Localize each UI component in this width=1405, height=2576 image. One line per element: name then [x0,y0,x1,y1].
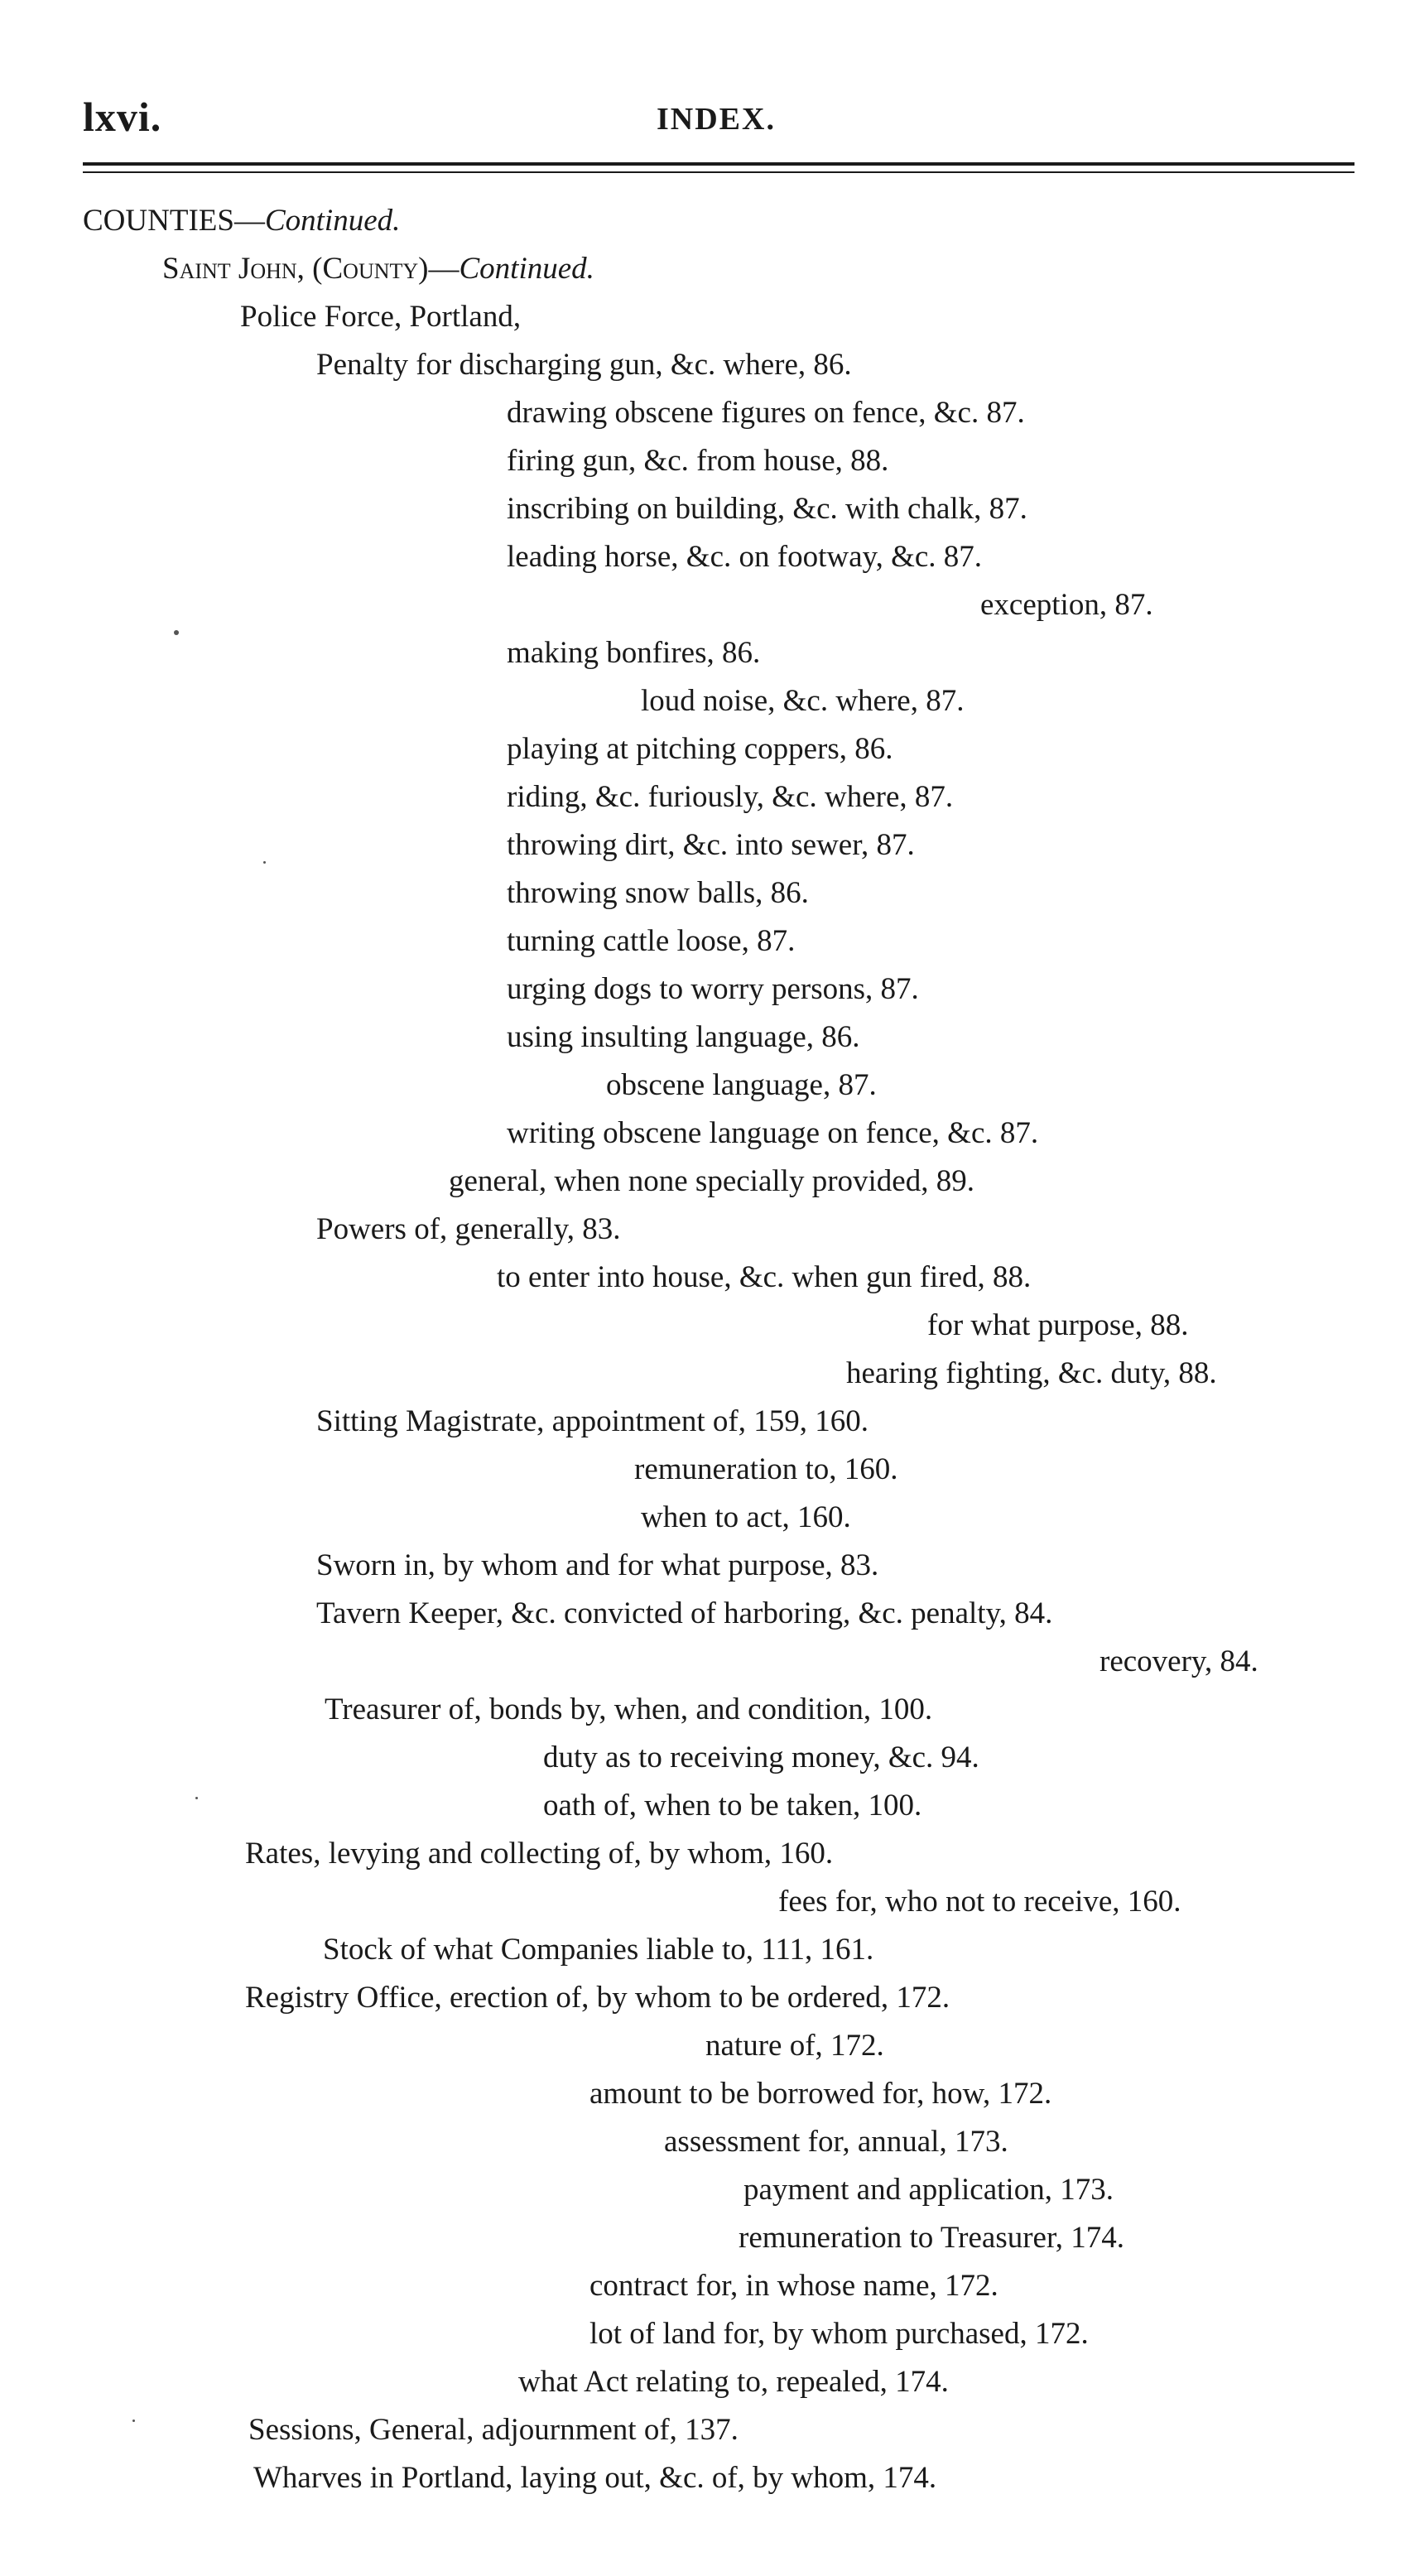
index-entry: obscene language, 87. [606,1068,877,1102]
index-entry: Registry Office, erection of, by whom to be ordered, 172. [245,1981,950,2015]
index-entry: Sessions, General, adjournment of, 137. [248,2413,739,2447]
index-entry: Police Force, Portland, [240,300,522,334]
index-entry: duty as to receiving money, &c. 94. [543,1741,979,1774]
index-entry: Sworn in, by whom and for what purpose, 83. [316,1548,879,1582]
index-entry: making bonfires, 86. [507,636,761,670]
index-entry: what Act relating to, repealed, 174. [518,2365,949,2399]
running-head: INDEX. [657,102,776,137]
index-entry: when to act, 160. [641,1500,851,1534]
index-entry: recovery, 84. [1099,1644,1258,1678]
index-entry: contract for, in whose name, 172. [589,2269,998,2303]
index-entry: playing at pitching coppers, 86. [507,732,893,766]
index-entry: throwing snow balls, 86. [507,876,809,910]
ink-speck [263,861,266,864]
index-entry: lot of land for, by whom purchased, 172. [589,2317,1089,2351]
index-entry: exception, 87. [980,588,1153,622]
index-entry: payment and application, 173. [743,2173,1114,2207]
index-entry: Wharves in Portland, laying out, &c. of, by whom, 174. [253,2461,937,2495]
index-entry: oath of, when to be taken, 100. [543,1789,922,1822]
index-entry: to enter into house, &c. when gun fired, 88. [497,1260,1032,1294]
ink-speck [132,2420,135,2422]
index-entry: firing gun, &c. from house, 88. [507,444,889,478]
index-entry: riding, &c. furiously, &c. where, 87. [507,780,954,814]
header-rule-thin [83,171,1354,173]
index-entry: Tavern Keeper, &c. convicted of harboring, &c. penalty, 84. [316,1596,1053,1630]
index-entry: loud noise, &c. where, 87. [641,684,965,718]
heading-counties-continued: COUNTIES—Continued. [83,204,401,238]
ink-speck [174,630,179,635]
index-entry: Sitting Magistrate, appointment of, 159, 160. [316,1404,869,1438]
index-entry: throwing dirt, &c. into sewer, 87. [507,828,915,862]
index-entry: fees for, who not to receive, 160. [778,1885,1181,1919]
index-entry: using insulting language, 86. [507,1020,860,1054]
index-entry: hearing fighting, &c. duty, 88. [846,1356,1217,1390]
index-entry: assessment for, annual, 173. [664,2125,1008,2159]
index-entry: remuneration to, 160. [634,1452,898,1486]
index-entry: drawing obscene figures on fence, &c. 87. [507,396,1025,430]
header-rule-thick [83,162,1354,166]
index-entry: urging dogs to worry persons, 87. [507,972,919,1006]
index-entry: writing obscene language on fence, &c. 87. [507,1116,1039,1150]
index-entry: amount to be borrowed for, how, 172. [589,2077,1052,2111]
index-entry: Treasurer of, bonds by, when, and condition, 100. [325,1692,933,1726]
index-entry: general, when none specially provided, 89. [449,1164,974,1198]
index-entry: leading horse, &c. on footway, &c. 87. [507,540,983,574]
page-number: lxvi. [83,94,162,140]
index-entry: Stock of what Companies liable to, 111, 161. [323,1933,874,1967]
index-entry: Penalty for discharging gun, &c. where, 86. [316,348,852,382]
heading-saint-john-continued: Saint John, (County)—Continued. [162,252,594,286]
index-entry: Powers of, generally, 83. [316,1212,621,1246]
index-entry: remuneration to Treasurer, 174. [739,2221,1125,2255]
index-entry: turning cattle loose, 87. [507,924,796,958]
ink-speck [195,1797,198,1799]
index-entry: Rates, levying and collecting of, by whom, 160. [245,1837,834,1871]
index-entry: inscribing on building, &c. with chalk, 87. [507,492,1027,526]
index-entry: nature of, 172. [705,2029,884,2063]
index-entry: for what purpose, 88. [927,1308,1189,1342]
